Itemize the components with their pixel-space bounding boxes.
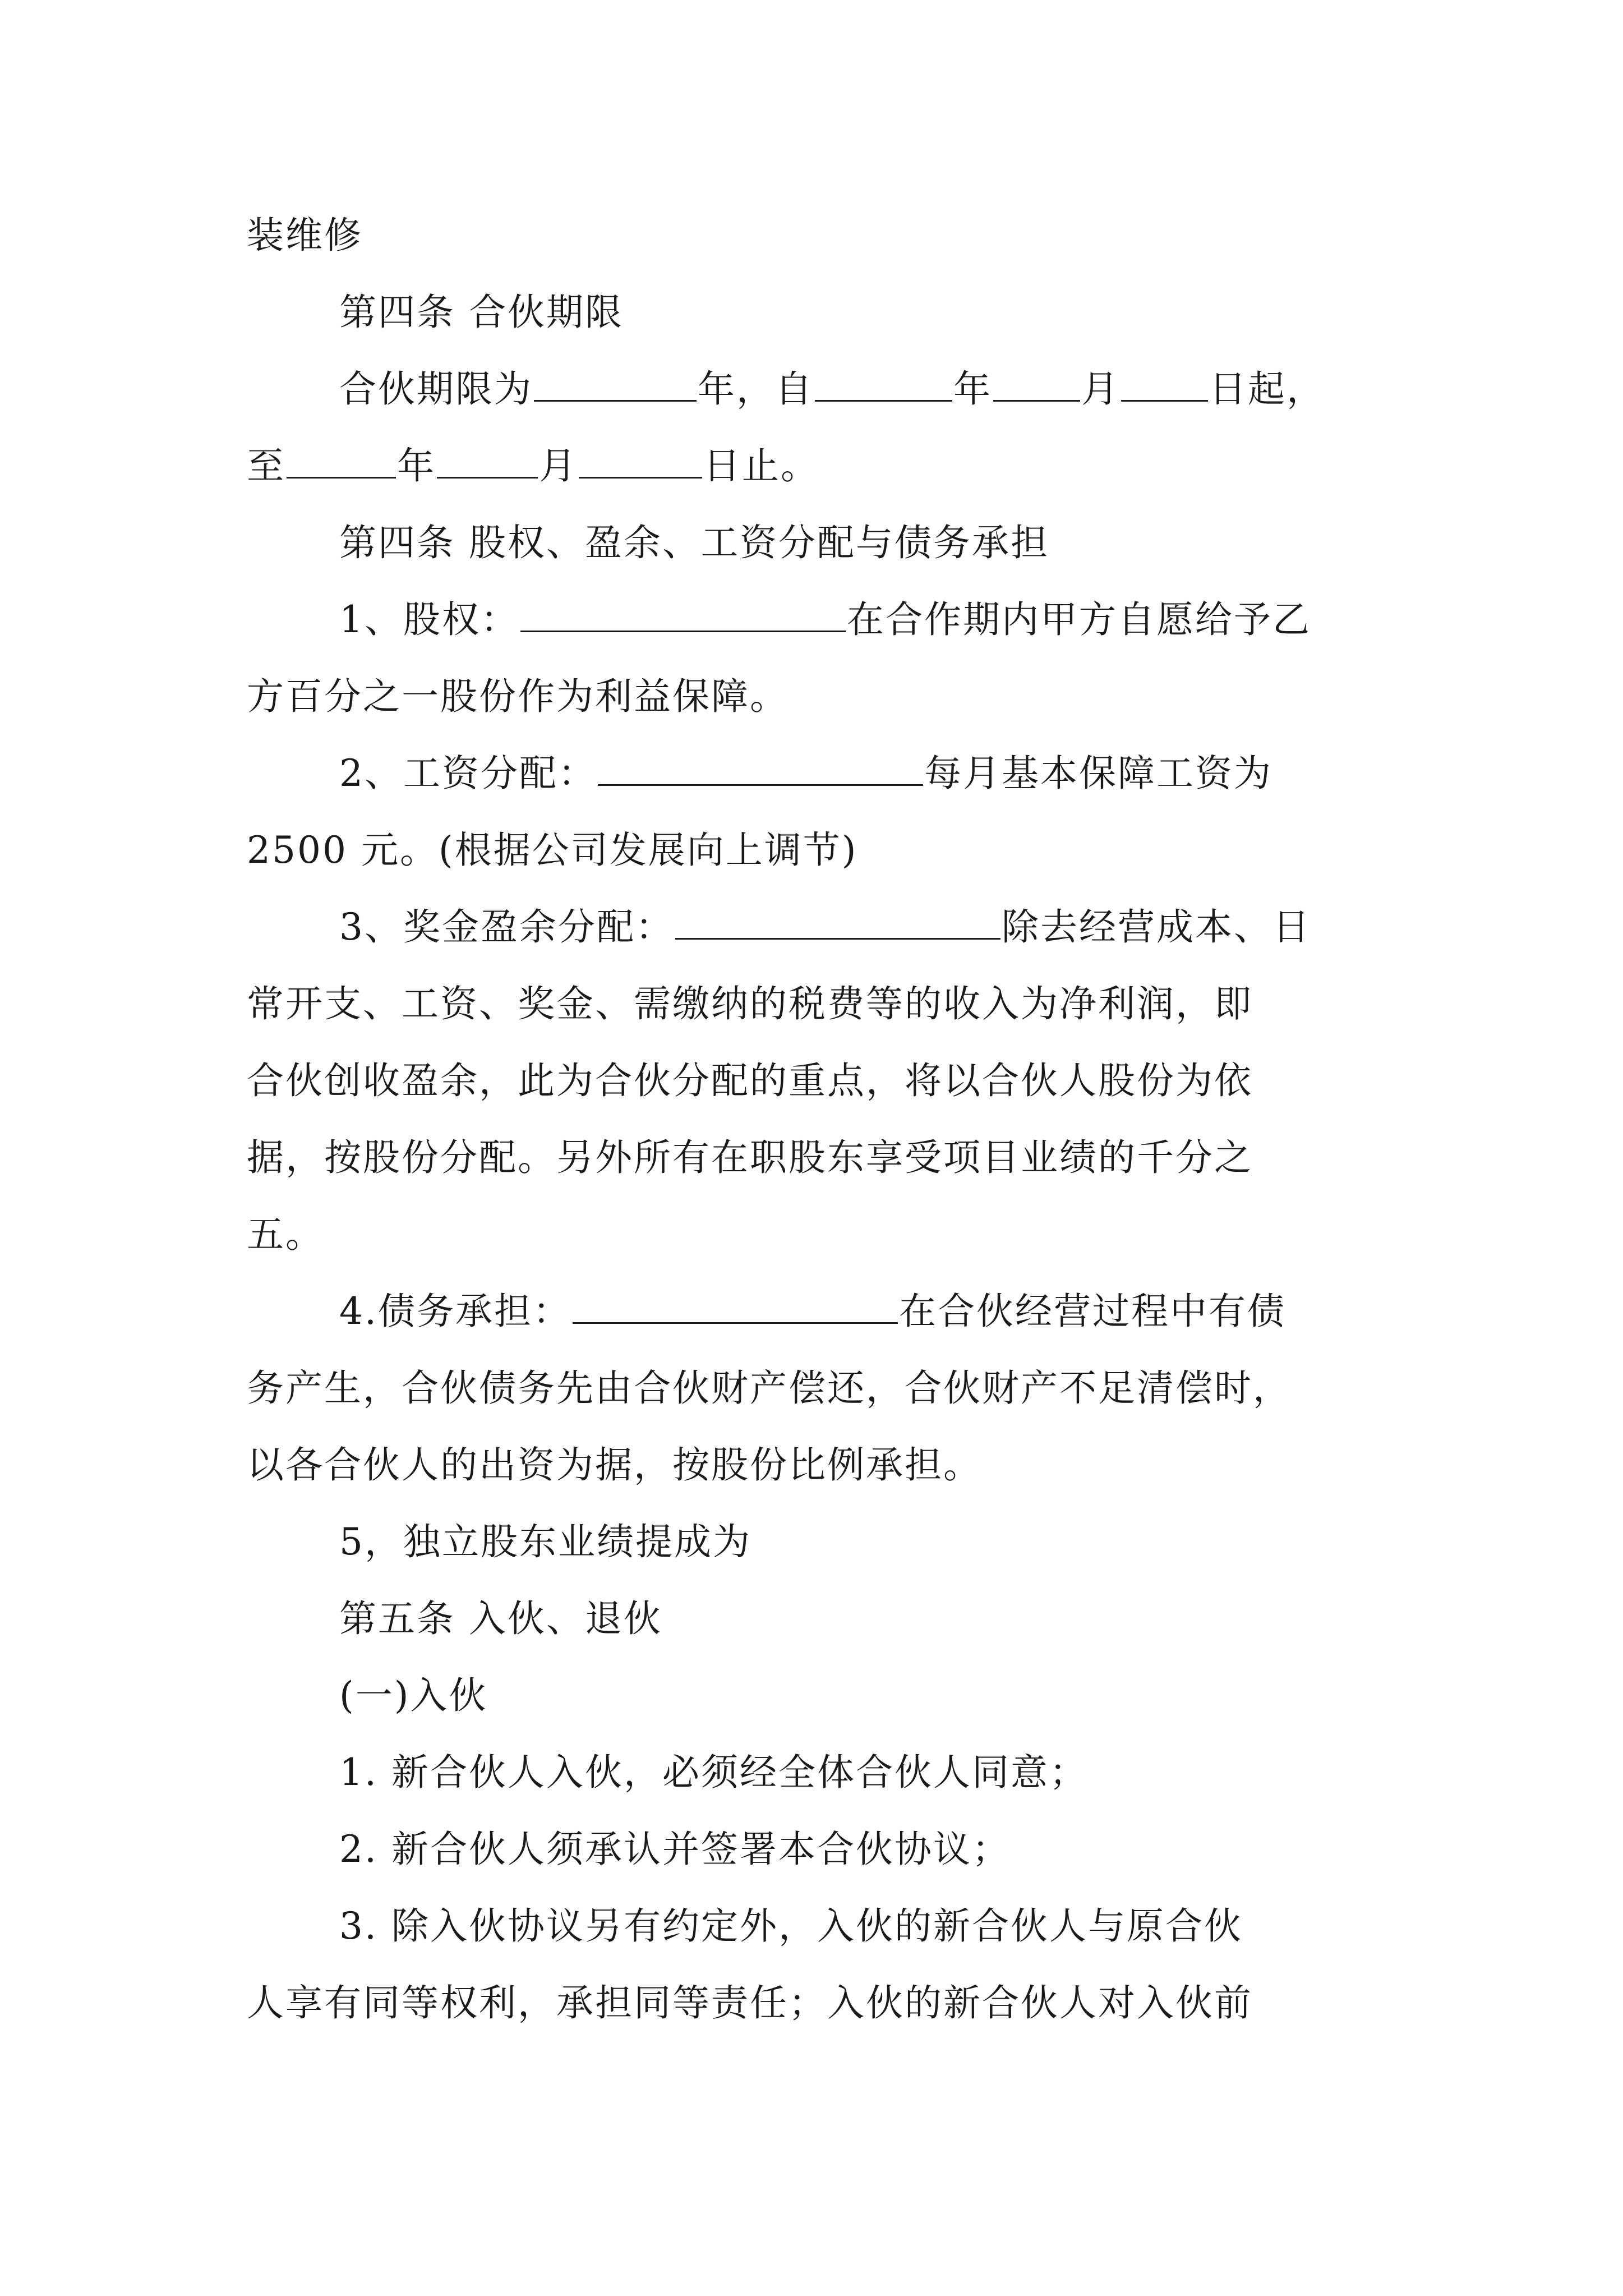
text-line: 常开支、工资、奖金、需缴纳的税费等的收入为净利润，即 [247, 982, 1253, 1025]
text-line: 2500 元。(根据公司发展向上调节) [247, 829, 858, 872]
text-fragment: 至 [247, 444, 285, 487]
debt-line-1 [247, 1289, 1385, 1334]
list-item: 1. 新合伙人入伙，必须经全体合伙人同意； [339, 1751, 1088, 1794]
text-fragment: 月 [1081, 367, 1120, 411]
text-line: 合伙创收盈余，此为合伙分配的重点，将以合伙人股份为依 [247, 1059, 1253, 1102]
list-item: 2. 新合伙人须承认并签署本合伙协议； [339, 1828, 1011, 1871]
text-fragment: 年 [397, 444, 436, 487]
term-line-2 [247, 444, 1385, 489]
blank-field [815, 367, 952, 402]
blank-field [287, 444, 396, 478]
text-fragment: 除去经营成本、日 [1002, 905, 1311, 949]
text-line: 据，按股份分配。另外所有在职股东享受项目业绩的千分之 [247, 1136, 1253, 1179]
text-line: 人享有同等权利，承担同等责任；入伙的新合伙人对入伙前 [247, 1981, 1253, 2024]
text-fragment: 在合作期内甲方自愿给予乙 [847, 598, 1311, 641]
text-fragment: 1、股权： [339, 598, 519, 641]
text-fragment: 在合伙经营过程中有债 [898, 1290, 1286, 1333]
text-fragment: 年 [953, 367, 992, 411]
blank-field [1121, 367, 1208, 402]
blank-field [534, 367, 697, 402]
section-heading: (一)入伙 [339, 1674, 488, 1717]
blank-field [520, 598, 846, 632]
text-fragment: 4.债务承担： [339, 1290, 571, 1333]
text-fragment: 合伙期限为 [339, 367, 533, 411]
text-fragment: 3、奖金盈余分配： [339, 905, 674, 949]
blank-field [675, 905, 1000, 940]
article-heading: 第四条 股权、盈余、工资分配与债务承担 [339, 521, 1049, 564]
blank-field [579, 444, 702, 478]
equity-line-1 [247, 597, 1385, 642]
text-fragment: 月 [539, 444, 578, 487]
list-item: 3. 除入伙协议另有约定外，入伙的新合伙人与原合伙 [339, 1904, 1243, 1948]
article-heading: 第五条 入伙、退伙 [339, 1597, 662, 1640]
blank-field [993, 367, 1080, 402]
text-fragment: 日止。 [703, 444, 819, 487]
text-line: 装维修 [247, 214, 363, 257]
document-body [247, 213, 1385, 2058]
text-fragment: 每月基本保障工资为 [924, 752, 1272, 795]
text-fragment: 日起， [1209, 367, 1325, 411]
text-line: 五。 [247, 1213, 324, 1256]
text-line: 以各合伙人的出资为据，按股份比例承担。 [247, 1443, 982, 1487]
blank-field [573, 1290, 898, 1324]
text-line: 务产生，合伙债务先由合伙财产偿还，合伙财产不足清偿时， [247, 1366, 1292, 1410]
article-heading: 第四条 合伙期限 [339, 291, 624, 334]
salary-line-1 [247, 751, 1385, 796]
text-fragment: 2、工资分配： [339, 752, 597, 795]
blank-field [437, 444, 538, 478]
blank-field [598, 752, 923, 786]
bonus-line-1 [247, 905, 1385, 950]
text-fragment: 年，自 [698, 367, 814, 411]
text-line: 方百分之一股份作为利益保障。 [247, 675, 789, 718]
term-line-1 [247, 367, 1385, 412]
text-line: 5，独立股东业绩提成为 [339, 1520, 751, 1563]
